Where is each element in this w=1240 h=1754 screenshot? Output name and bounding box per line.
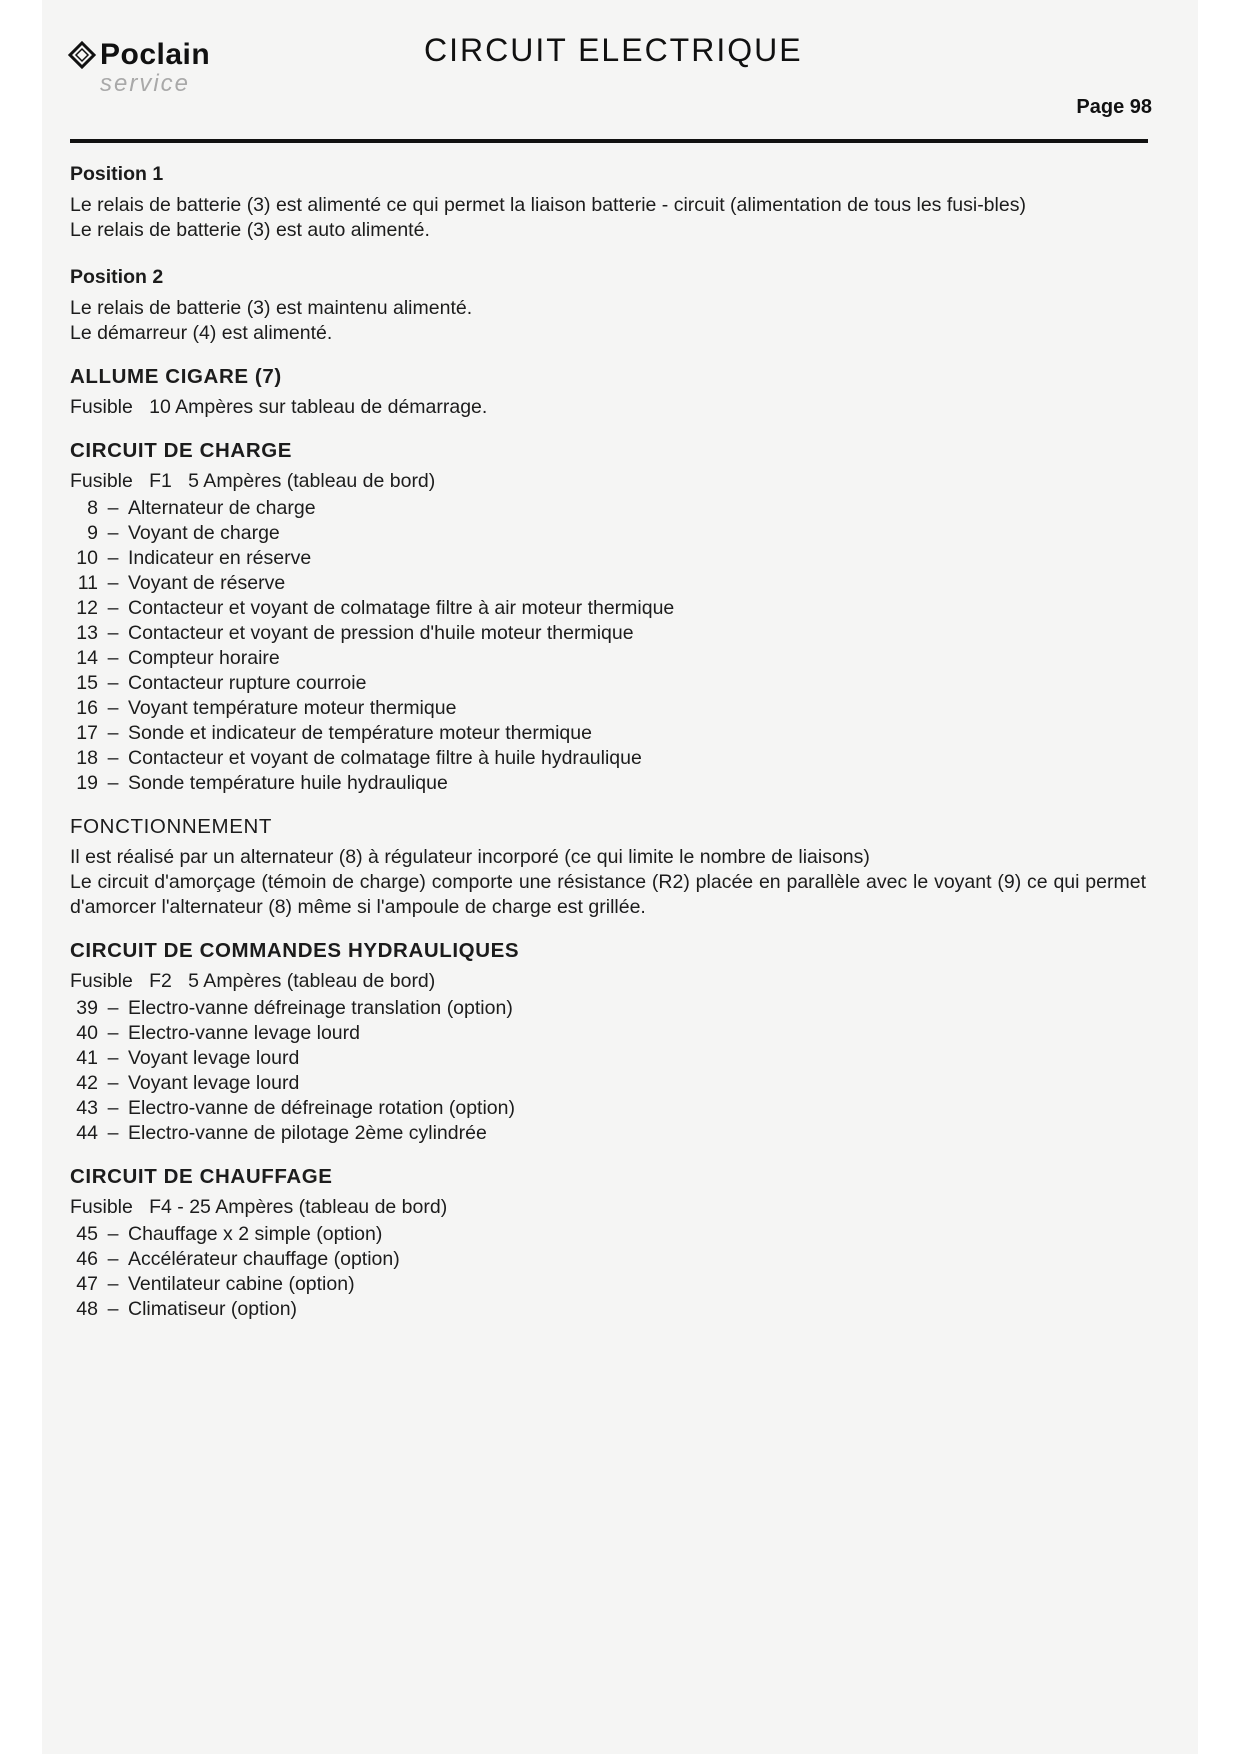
item-dash: – [107, 1273, 119, 1295]
item-number: 11 [77, 572, 98, 594]
list-item [70, 771, 1146, 796]
item-text: Voyant levage lourd [128, 1072, 300, 1094]
item-number: 48 [76, 1298, 98, 1320]
item-number: 19 [76, 772, 98, 794]
list-item [70, 546, 1146, 571]
item-dash: – [107, 697, 119, 719]
item-dash: – [107, 1122, 119, 1144]
item-text: Electro-vanne de défreinage rotation (option) [128, 1097, 515, 1119]
item-number: 41 [76, 1047, 98, 1069]
list-item [70, 646, 1146, 671]
item-dash: – [107, 1022, 119, 1044]
item-number: 18 [76, 747, 98, 769]
item-text: Accélérateur chauffage (option) [128, 1248, 400, 1270]
list-item [70, 571, 1146, 596]
list-item [70, 1297, 1146, 1322]
brand-logo [66, 38, 210, 98]
item-dash: – [107, 1097, 119, 1119]
list-item [70, 1272, 1146, 1297]
item-dash: – [107, 522, 119, 544]
fuse-line: Fusible 10 Ampères sur tableau de démarrage. [70, 396, 488, 418]
item-text: Electro-vanne levage lourd [128, 1022, 360, 1044]
item-text: Voyant levage lourd [128, 1047, 300, 1069]
item-dash: – [107, 747, 119, 769]
item-text: Indicateur en réserve [128, 547, 312, 569]
item-number: 8 [87, 497, 98, 519]
item-dash: – [107, 772, 119, 794]
list-item [70, 671, 1146, 696]
paragraph-line: Il est réalisé par un alternateur (8) à régulateur incorporé (ce qui limite le nombre de liaisons) [70, 846, 870, 868]
item-number: 39 [76, 997, 98, 1019]
list-item [70, 721, 1146, 746]
list-item [70, 996, 1146, 1021]
item-number: 16 [76, 697, 98, 719]
item-dash: – [107, 647, 119, 669]
list-item [70, 1046, 1146, 1071]
section-heading: FONCTIONNEMENT [70, 815, 272, 838]
item-number: 45 [76, 1223, 98, 1245]
list-item [70, 1222, 1146, 1247]
item-text: Voyant de réserve [128, 572, 286, 594]
item-dash: – [107, 1223, 119, 1245]
list-item [70, 1247, 1146, 1272]
item-text: Climatiseur (option) [128, 1298, 298, 1320]
brand-subtitle: service [100, 70, 191, 97]
item-number: 40 [76, 1022, 98, 1044]
item-text: Voyant de charge [128, 522, 280, 544]
item-text: Voyant température moteur thermique [128, 697, 457, 719]
section-circuit-chauffage [70, 1164, 1146, 1322]
item-number: 9 [87, 522, 98, 544]
item-dash: – [107, 1047, 119, 1069]
item-number: 17 [76, 722, 98, 744]
item-dash: – [107, 1072, 119, 1094]
item-number: 47 [76, 1273, 98, 1295]
item-dash: – [107, 672, 119, 694]
item-dash: – [107, 597, 119, 619]
list-item [70, 1096, 1146, 1121]
fuse-line: Fusible F4 - 25 Ampères (tableau de bord) [70, 1196, 448, 1218]
list-item [70, 521, 1146, 546]
item-text: Contacteur et voyant de colmatage filtre à huile hydraulique [128, 747, 642, 769]
paragraph-line: Le relais de batterie (3) est maintenu alimenté. [70, 297, 473, 319]
item-text: Alternateur de charge [128, 497, 316, 519]
component-list [70, 996, 1146, 1146]
page-title: CIRCUIT ELECTRIQUE [424, 32, 803, 68]
section-position-1 [70, 162, 1146, 243]
item-text: Contacteur rupture courroie [128, 672, 367, 694]
component-list [70, 1222, 1146, 1322]
section-heading: CIRCUIT DE CHAUFFAGE [70, 1165, 333, 1188]
list-item [70, 496, 1146, 521]
paragraph-line: Le circuit d'amorçage (témoin de charge) comporte une résistance (R2) placée en parallèle avec le voyant (9) ce qui permet d'amorcer l'alternateur (8) même si l'ampoule de charge est grillée. [70, 871, 1146, 918]
item-dash: – [107, 722, 119, 744]
item-text: Electro-vanne de pilotage 2ème cylindrée [128, 1122, 487, 1144]
item-number: 46 [76, 1248, 98, 1270]
item-text: Sonde et indicateur de température moteur thermique [128, 722, 592, 744]
item-text: Compteur horaire [128, 647, 280, 669]
item-number: 43 [76, 1097, 98, 1119]
section-commandes-hydrauliques [70, 938, 1146, 1146]
section-heading: CIRCUIT DE CHARGE [70, 439, 293, 462]
item-number: 12 [76, 597, 98, 619]
paragraph-line: Le relais de batterie (3) est auto alimenté. [70, 219, 430, 241]
header-divider [70, 139, 1148, 143]
item-dash: – [107, 997, 119, 1019]
item-number: 42 [76, 1072, 98, 1094]
item-dash: – [107, 622, 119, 644]
item-dash: – [107, 572, 119, 594]
item-text: Electro-vanne défreinage translation (option) [128, 997, 513, 1019]
item-number: 44 [76, 1122, 98, 1144]
list-item [70, 1121, 1146, 1146]
fuse-line: Fusible F2 5 Ampères (tableau de bord) [70, 970, 436, 992]
list-item [70, 1071, 1146, 1096]
item-dash: – [107, 547, 119, 569]
item-text: Chauffage x 2 simple (option) [128, 1223, 383, 1245]
item-text: Ventilateur cabine (option) [128, 1273, 355, 1295]
section-heading: ALLUME CIGARE (7) [70, 365, 282, 388]
list-item [70, 746, 1146, 771]
paragraph-line: Le relais de batterie (3) est alimenté ce qui permet la liaison batterie - circuit (alimentation de tous les fusi-bles) [70, 194, 1026, 216]
section-heading: Position 1 [70, 163, 164, 185]
section-circuit-charge [70, 438, 1146, 796]
document-body [70, 162, 1146, 1322]
item-dash: – [107, 1248, 119, 1270]
section-position-2 [70, 265, 1146, 346]
item-dash: – [107, 1298, 119, 1320]
item-text: Contacteur et voyant de pression d'huile moteur thermique [128, 622, 634, 644]
item-dash: – [107, 497, 119, 519]
page-number: Page 98 [1076, 96, 1152, 118]
section-fonctionnement [70, 814, 1146, 920]
item-number: 13 [76, 622, 98, 644]
section-heading: CIRCUIT DE COMMANDES HYDRAULIQUES [70, 939, 520, 962]
list-item [70, 1021, 1146, 1046]
list-item [70, 696, 1146, 721]
diamond-logo-icon [66, 39, 98, 71]
list-item [70, 596, 1146, 621]
item-number: 10 [76, 547, 98, 569]
component-list [70, 496, 1146, 796]
fuse-line: Fusible F1 5 Ampères (tableau de bord) [70, 470, 436, 492]
item-number: 14 [76, 647, 98, 669]
brand-name: Poclain [100, 38, 211, 71]
list-item [70, 621, 1146, 646]
item-text: Sonde température huile hydraulique [128, 772, 448, 794]
section-heading: Position 2 [70, 266, 164, 288]
paragraph-line: Le démarreur (4) est alimenté. [70, 322, 333, 344]
item-text: Contacteur et voyant de colmatage filtre à air moteur thermique [128, 597, 675, 619]
section-allume-cigare [70, 364, 1146, 420]
item-number: 15 [76, 672, 98, 694]
